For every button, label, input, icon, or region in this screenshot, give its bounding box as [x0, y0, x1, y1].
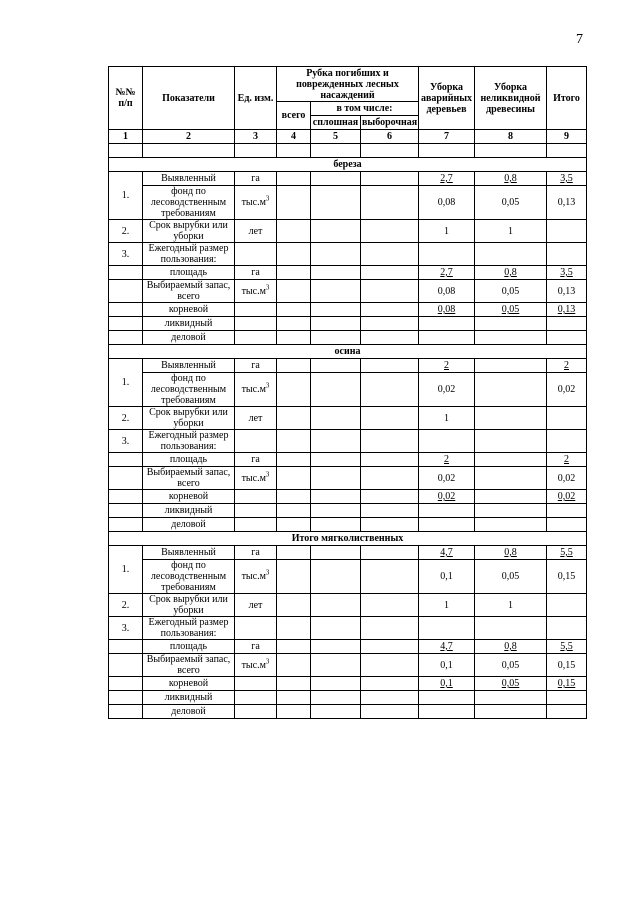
row-number: 3. — [109, 430, 143, 453]
value-cell: 0,02 — [547, 490, 587, 504]
indicator-label: деловой — [143, 331, 235, 345]
header-col-illiquid: Уборка неликвидной древесины — [475, 67, 547, 130]
header-col-selective: выборочная — [362, 117, 418, 128]
indicator-label: площадь — [143, 453, 235, 467]
value-cell: 5,5 — [547, 546, 587, 560]
indicator-label: Срок вырубки или уборки — [143, 220, 235, 243]
value-cell: 0,05 — [475, 677, 547, 691]
value-cell: 1 — [475, 594, 547, 617]
section-title-row — [109, 345, 587, 359]
indicator-label: Выявленный — [143, 359, 235, 373]
value-cell: 2 — [547, 453, 587, 467]
table-row — [109, 303, 587, 317]
table-row — [109, 453, 587, 467]
indicator-label: фонд по лесоводственным требованиям — [143, 186, 235, 220]
header-col-unit: Ед. изм. — [235, 67, 277, 130]
page-number: 7 — [576, 32, 583, 47]
table-row — [109, 654, 587, 677]
row-number: 1. — [109, 546, 143, 594]
header-col-total: Итого — [547, 67, 587, 130]
value-cell: 0,1 — [419, 560, 475, 594]
table-row — [109, 407, 587, 430]
value-cell — [547, 594, 587, 617]
value-cell: 0,08 — [419, 280, 475, 303]
value-cell: 0,13 — [547, 303, 587, 317]
unit-cell: $тыс.м^3$ — [235, 654, 277, 677]
table-row — [109, 331, 587, 345]
value-cell: 0,1 — [419, 677, 475, 691]
value-cell: 3,5 — [547, 266, 587, 280]
table-row — [109, 243, 587, 266]
value-cell: 0,15 — [547, 560, 587, 594]
unit-cell: $тыс.м^3$ — [235, 186, 277, 220]
table-row — [109, 518, 587, 532]
section-title-row — [109, 532, 587, 546]
table-row — [109, 220, 587, 243]
column-number: 7 — [419, 130, 475, 144]
indicator-label: Выявленный — [143, 546, 235, 560]
column-number-row — [109, 130, 587, 144]
value-cell: 2 — [419, 453, 475, 467]
unit-cell: га — [235, 172, 277, 186]
value-cell — [547, 407, 587, 430]
value-cell: 2 — [419, 359, 475, 373]
value-cell: 2,7 — [419, 172, 475, 186]
indicator-label: корневой — [143, 303, 235, 317]
column-number: 2 — [143, 130, 235, 144]
table-row — [109, 172, 587, 186]
value-cell: 4,7 — [419, 546, 475, 560]
row-number: 3. — [109, 617, 143, 640]
unit-cell: $тыс.м^3$ — [235, 467, 277, 490]
value-cell: 1 — [419, 220, 475, 243]
table-row — [109, 705, 587, 719]
section-title: Итого мягколиственных — [109, 532, 587, 546]
spacer-row — [109, 144, 587, 158]
indicator-label: Срок вырубки или уборки — [143, 407, 235, 430]
section-title: осина — [109, 345, 587, 359]
table-row — [109, 691, 587, 705]
value-cell: 0,15 — [547, 654, 587, 677]
value-cell: 0,05 — [475, 280, 547, 303]
unit-cell: га — [235, 640, 277, 654]
row-number: 2. — [109, 594, 143, 617]
row-number: 1. — [109, 172, 143, 220]
forest-table — [108, 66, 587, 719]
row-number: 2. — [109, 407, 143, 430]
value-cell: 0,02 — [419, 467, 475, 490]
row-number: 3. — [109, 243, 143, 266]
value-cell: 2 — [547, 359, 587, 373]
indicator-label: площадь — [143, 266, 235, 280]
indicator-label: ликвидный — [143, 691, 235, 705]
column-number: 8 — [475, 130, 547, 144]
column-number: 5 — [311, 130, 361, 144]
row-number: 1. — [109, 359, 143, 407]
unit-cell: лет — [235, 407, 277, 430]
header-including: в том числе: — [311, 102, 419, 116]
value-cell: 0,8 — [475, 266, 547, 280]
header-col-num: №№ п/п — [109, 67, 143, 130]
header-group-title: Рубка погибших и поврежденных лесных насаждений — [277, 67, 419, 102]
section-title-row — [109, 158, 587, 172]
column-number: 9 — [547, 130, 587, 144]
table-row — [109, 490, 587, 504]
table-row — [109, 546, 587, 560]
value-cell — [475, 453, 547, 467]
indicator-label: фонд по лесоводственным требованиям — [143, 560, 235, 594]
column-number: 3 — [235, 130, 277, 144]
value-cell: 3,5 — [547, 172, 587, 186]
value-cell: 0,1 — [419, 654, 475, 677]
table-body — [109, 158, 587, 719]
value-cell: 0,08 — [419, 186, 475, 220]
indicator-label: Ежегодный размер пользования: — [143, 243, 235, 266]
table-row — [109, 640, 587, 654]
value-cell — [475, 359, 547, 373]
value-cell — [475, 373, 547, 407]
value-cell: 1 — [419, 594, 475, 617]
unit-cell: га — [235, 546, 277, 560]
value-cell: 0,02 — [419, 490, 475, 504]
value-cell: 0,05 — [475, 186, 547, 220]
value-cell: 0,8 — [475, 640, 547, 654]
unit-cell: га — [235, 359, 277, 373]
table-row — [109, 467, 587, 490]
value-cell: 0,8 — [475, 172, 547, 186]
header-col-indicator: Показатели — [143, 67, 235, 130]
table-row — [109, 594, 587, 617]
value-cell: 0,02 — [419, 373, 475, 407]
indicator-label: ликвидный — [143, 317, 235, 331]
table-row — [109, 266, 587, 280]
table-header — [109, 67, 587, 158]
value-cell — [475, 490, 547, 504]
unit-cell: $тыс.м^3$ — [235, 373, 277, 407]
indicator-label: площадь — [143, 640, 235, 654]
indicator-label: Выявленный — [143, 172, 235, 186]
indicator-label: корневой — [143, 490, 235, 504]
value-cell: 5,5 — [547, 640, 587, 654]
column-number: 6 — [361, 130, 419, 144]
indicator-label: Срок вырубки или уборки — [143, 594, 235, 617]
indicator-label: ликвидный — [143, 504, 235, 518]
indicator-label: Ежегодный размер пользования: — [143, 430, 235, 453]
unit-cell: га — [235, 266, 277, 280]
row-number: 2. — [109, 220, 143, 243]
table-row — [109, 186, 587, 220]
unit-cell: $тыс.м^3$ — [235, 560, 277, 594]
table-row — [109, 617, 587, 640]
unit-cell: лет — [235, 594, 277, 617]
value-cell: 0,8 — [475, 546, 547, 560]
indicator-label: Выбираемый запас, всего — [143, 654, 235, 677]
value-cell: 0,02 — [547, 467, 587, 490]
table-row — [109, 373, 587, 407]
indicator-label: Выбираемый запас, всего — [143, 467, 235, 490]
indicator-label: деловой — [143, 518, 235, 532]
table-row — [109, 317, 587, 331]
value-cell: 2,7 — [419, 266, 475, 280]
value-cell: 0,13 — [547, 280, 587, 303]
indicator-label: корневой — [143, 677, 235, 691]
value-cell: 0,05 — [475, 303, 547, 317]
value-cell — [547, 220, 587, 243]
unit-cell: $тыс.м^3$ — [235, 280, 277, 303]
value-cell: 1 — [475, 220, 547, 243]
table-row — [109, 359, 587, 373]
value-cell: 0,05 — [475, 560, 547, 594]
indicator-label: фонд по лесоводственным требованиям — [143, 373, 235, 407]
value-cell — [475, 467, 547, 490]
table-row — [109, 560, 587, 594]
column-number: 1 — [109, 130, 143, 144]
header-col-all: всего — [277, 102, 311, 130]
value-cell: 0,05 — [475, 654, 547, 677]
value-cell: 1 — [419, 407, 475, 430]
value-cell: 0,08 — [419, 303, 475, 317]
unit-cell: лет — [235, 220, 277, 243]
table-row — [109, 504, 587, 518]
header-col-clear: сплошная — [311, 116, 361, 130]
value-cell: 0,13 — [547, 186, 587, 220]
indicator-label: Ежегодный размер пользования: — [143, 617, 235, 640]
indicator-label: деловой — [143, 705, 235, 719]
unit-cell: га — [235, 453, 277, 467]
table-row — [109, 280, 587, 303]
indicator-label: Выбираемый запас, всего — [143, 280, 235, 303]
header-col-emergency: Уборка аварийных деревьев — [419, 67, 475, 130]
value-cell — [475, 407, 547, 430]
column-number: 4 — [277, 130, 311, 144]
value-cell: 4,7 — [419, 640, 475, 654]
table-row — [109, 430, 587, 453]
value-cell: 0,15 — [547, 677, 587, 691]
table-row — [109, 677, 587, 691]
section-title: береза — [109, 158, 587, 172]
value-cell: 0,02 — [547, 373, 587, 407]
